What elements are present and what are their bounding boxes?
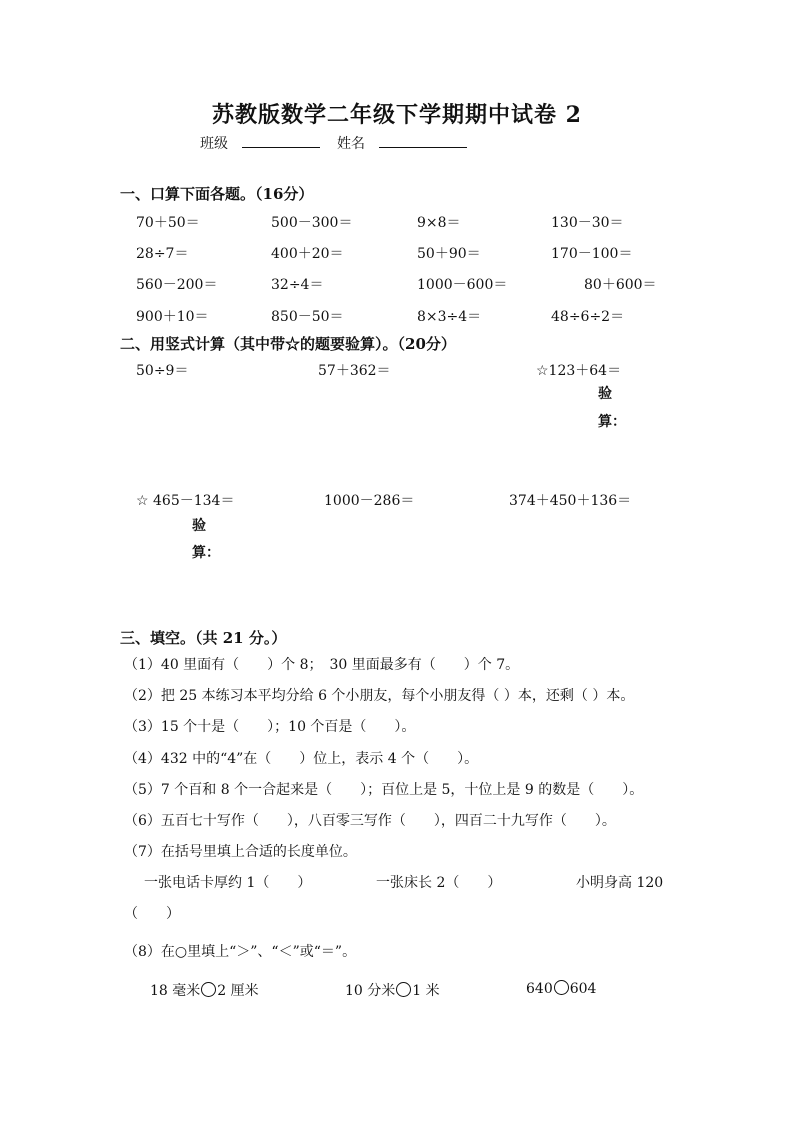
name-label: 姓名 bbox=[337, 136, 365, 152]
fill-question-5: （5）7 个百和 8 个一合起来是（ ）；百位上是 5，十位上是 9 的数是（ ）。 bbox=[124, 782, 644, 798]
compare-right: 604 bbox=[569, 981, 597, 997]
section2-heading: 二、用竖式计算（其中带☆的题要验算）。（20分） bbox=[120, 335, 456, 353]
compare-circle-icon[interactable] bbox=[396, 982, 411, 997]
compare-left: 18 毫米 bbox=[150, 983, 201, 999]
oral-item: 130－30＝ bbox=[551, 215, 624, 231]
compare-item bbox=[345, 980, 440, 1000]
oral-item: 9×8＝ bbox=[417, 215, 461, 231]
check-label: 验 bbox=[598, 386, 612, 402]
oral-item: 48÷6÷2＝ bbox=[551, 309, 625, 325]
oral-item: 50＋90＝ bbox=[417, 246, 481, 262]
check-label: 算： bbox=[598, 414, 626, 430]
unit-item: 小明身高 120 bbox=[576, 875, 664, 891]
oral-item: 560－200＝ bbox=[136, 277, 218, 293]
class-blank[interactable] bbox=[242, 133, 320, 148]
oral-item: 70＋50＝ bbox=[136, 215, 200, 231]
class-field bbox=[200, 133, 320, 153]
unit-item: 一张床长 2（ ） bbox=[376, 875, 502, 891]
section3-heading: 三、填空。（共 21 分。） bbox=[120, 629, 287, 647]
vertical-calc-item: 57＋362＝ bbox=[318, 363, 391, 379]
fill-question-3: （3）15 个十是（ ）；10 个百是（ ）。 bbox=[124, 719, 416, 735]
oral-item: 170－100＝ bbox=[551, 246, 633, 262]
fill-question-2: （2）把 25 本练习本平均分给 6 个小朋友，每个小朋友得（ ）本，还剩（ ）本。 bbox=[124, 688, 635, 704]
vertical-calc-item: ☆123＋64＝ bbox=[536, 363, 622, 379]
compare-circle-icon[interactable] bbox=[201, 982, 216, 997]
name-blank[interactable] bbox=[379, 133, 467, 148]
fill-question-8: （8）在○里填上“＞”、“＜”或“＝”。 bbox=[124, 944, 357, 960]
oral-item: 500－300＝ bbox=[271, 215, 353, 231]
oral-item: 850－50＝ bbox=[271, 309, 344, 325]
compare-left: 640 bbox=[526, 981, 553, 997]
compare-left: 10 分米 bbox=[345, 983, 396, 999]
page-title: 苏教版数学二年级下学期期中试卷 2 bbox=[212, 102, 582, 128]
oral-item: 32÷4＝ bbox=[271, 277, 324, 293]
oral-item: 900＋10＝ bbox=[136, 309, 209, 325]
oral-item: 80＋600＝ bbox=[584, 277, 657, 293]
class-label: 班级 bbox=[200, 136, 228, 152]
vertical-calc-item: 50÷9＝ bbox=[136, 363, 189, 379]
compare-item bbox=[526, 980, 596, 997]
fill-question-7: （7）在括号里填上合适的长度单位。 bbox=[124, 844, 357, 860]
fill-question-4: （4）432 中的“4”在（ ）位上，表示 4 个（ ）。 bbox=[124, 751, 479, 767]
compare-circle-icon[interactable] bbox=[554, 980, 569, 995]
vertical-calc-item: ☆ 465－134＝ bbox=[136, 493, 235, 509]
vertical-calc-item: 1000－286＝ bbox=[324, 493, 415, 509]
fill-question-1: （1）40 里面有（ ）个 8； 30 里面最多有（ ）个 7。 bbox=[124, 657, 520, 673]
vertical-calc-item: 374＋450＋136＝ bbox=[509, 493, 632, 509]
unit-item-blank: （ ） bbox=[124, 906, 180, 922]
fill-question-6: （6）五百七十写作（ ），八百零三写作（ ），四百二十九写作（ ）。 bbox=[124, 813, 616, 829]
check-label: 算： bbox=[192, 545, 220, 561]
oral-item: 1000－600＝ bbox=[417, 277, 508, 293]
oral-item: 8×3÷4＝ bbox=[417, 309, 482, 325]
section1-heading: 一、口算下面各题。（16分） bbox=[120, 185, 314, 203]
oral-item: 28÷7＝ bbox=[136, 246, 189, 262]
oral-item: 400＋20＝ bbox=[271, 246, 344, 262]
compare-right: 2 厘米 bbox=[217, 983, 259, 999]
name-field bbox=[337, 133, 467, 153]
unit-item: 一张电话卡厚约 1（ ） bbox=[144, 875, 312, 891]
compare-item bbox=[150, 980, 259, 1000]
compare-right: 1 米 bbox=[412, 983, 440, 999]
check-label: 验 bbox=[192, 518, 206, 534]
